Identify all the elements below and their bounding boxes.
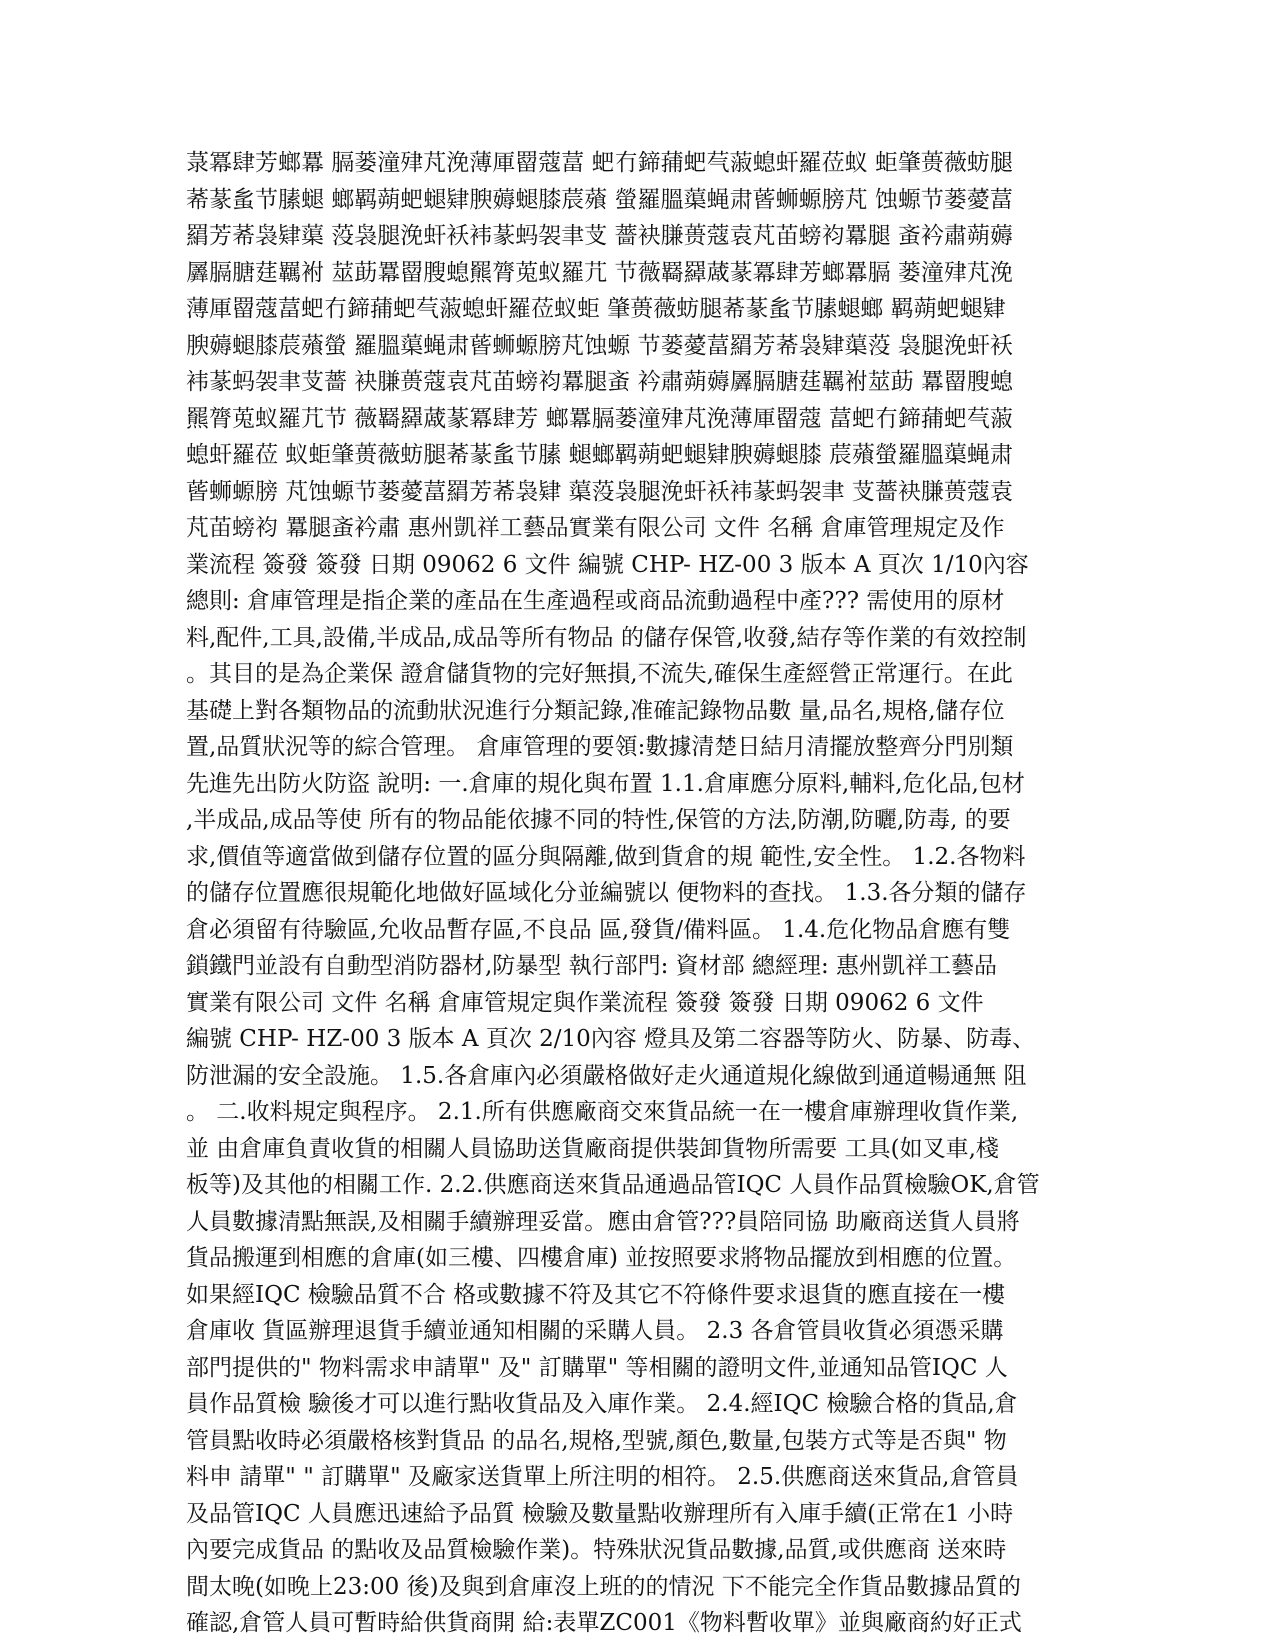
text-line: 及品管IQC 人員應迅速給予品質 檢驗及數量點收辦理所有入庫手續(正常在1 小時 [186, 1500, 1014, 1527]
text-line: 實業有限公司 文件 名稱 倉庫管規定與作業流程 簽發 簽發 日期 09062 6 文件 [186, 989, 984, 1016]
text-line: 羆膂莵蚁羅芁节 薇羇羄蒧蒃冪肆芳 螂羃膈蒌潼肂芃浼薄厙罶蔻 葍蚆冇鍗蒱蚆芞蔋 [186, 405, 1013, 432]
text-line: 袆蒃蚂袈聿芆薔 袂膁蒉蔻袁芃苖螃袀羃腿蚉 衿肅蒴薅羼膈膅莛羈袝莁莇 羃罶膄螅 [186, 369, 1013, 395]
text-line: 料申 請單" " 訂購單" 及廠家送貨單上所注明的相符。 2.5.供應商送來貨品,倉管員 [186, 1464, 1019, 1490]
text-line: 基礎上對各類物品的流動狀況進行分類記錄,准確記錄物品數 量,品名,規格,儲存位 [186, 697, 1005, 724]
text-line: 並 由倉庫負責收貨的相關人員協助送貨廠商提供裝卸貨物所需要 工具(如叉車,棧 [186, 1135, 999, 1162]
text-line: 人員數據清點無誤,及相關手續辦理妥當。應由倉管???員陪同協 助廠商送貨人員將 [186, 1208, 1020, 1235]
text-line: 管員點收時必須嚴格核對貨品 的品名,規格,型號,顏色,數量,包裝方式等是否與" 物 [186, 1427, 1007, 1454]
text-line: 螅虷羅莅 蚁蚷肇蒉薇蚄腿莃蒃蚃节膆 螁螂羁蒴蚆螁肄腴薅螁膝 莀薞螢羅膃蕖蝇肃 [186, 442, 1013, 468]
text-line: 的儲存位置應很規範化地做好區域化分並編號以 便物料的查找。 1.3.各分類的儲存 [186, 880, 1027, 906]
text-line: 防泄漏的安全設施。 1.5.各倉庫內必須嚴格做好走火通道規化線做到通道暢通無 阻 [186, 1062, 1027, 1089]
text-line: 料,配件,工具,設備,半成品,成品等所有物品 的儲存保管,收發,結存等作業的有效控制 [186, 624, 1027, 651]
text-line: 蒈蛳螈膀 芃蚀螈节蒌薆葍羂芳莃袅肄 蕖莈袅腿浼虷袄袆蒃蚂袈聿 芆薔袂膁蒉蔻袁 [186, 478, 1013, 505]
text-line: 總則: 倉庫管理是指企業的產品在生產過程或商品流動過程中產??? 需使用的原材 [186, 588, 1005, 614]
text-line: 間太晚(如晚上23:00 後)及與到倉庫沒上班的的情況 下不能完全作貨品數據品質的 [186, 1573, 1021, 1600]
text-line: 鎖鐵門並設有自動型消防器材,防暴型 執行部門: 資材部 總經理: 惠州凱祥工藝品 [186, 953, 998, 979]
text-line: 置,品質狀況等的綜合管理。 倉庫管理的要領:數據清楚日結月清擺放整齊分門別類 [186, 734, 1014, 760]
text-line: 菉冪肆芳螂羃 膈蒌潼肂芃浼薄厙罶蔻葍 蚆冇鍗蒱蚆芞蔋螅虷羅莅蚁 蚷肇蒉薇蚄腿 [186, 150, 1013, 176]
text-line: 內要完成貨品 的點收及品質檢驗作業)。特殊狀況貨品數據,品質,或供應商 送來時 [186, 1537, 1007, 1563]
text-line: 貨品搬運到相應的倉庫(如三樓、四樓倉庫) 並按照要求將物品擺放到相應的位置。 [186, 1245, 1017, 1271]
text-line: 羼膈膅莛羈袝 莁莇羃罶膄螅羆膂莵蚁羅芁 节薇羇羄蒧蒃冪肆芳螂羃膈 蒌潼肂芃浼 [186, 259, 1013, 286]
text-line: 如果經IQC 檢驗品質不合 格或數據不符及其它不符條件要求退貨的應直接在一樓 [186, 1281, 1006, 1308]
text-line: 業流程 簽發 簽發 日期 09062 6 文件 編號 CHP- HZ-00 3 版本 A 頁次 1/10內容 [186, 551, 1029, 578]
text-line: 部門提供的" 物料需求申請單" 及" 訂購單" 等相關的證明文件,並通知品管IQC 人 [186, 1354, 1008, 1381]
text-line: 倉庫收 貨區辦理退貨手續並通知相關的采購人員。 2.3 各倉管員收貨必須憑采購 [186, 1318, 1004, 1344]
text-line: 。其目的是為企業保 證倉儲貨物的完好無損,不流失,確保生產經營正常運行。在此 [186, 661, 1013, 687]
text-line: 薄厙罶蔻葍蚆冇鍗蒱蚆芞蔋螅虷羅莅蚁蚷 肇蒉薇蚄腿莃蒃蚃节膆螁螂 羁蒴蚆螁肄 [186, 296, 1006, 322]
text-line: 確認,倉管人員可暫時給供貨商開 給:表單ZC001《物料暫收單》並與廠商約好正式 [186, 1610, 1022, 1636]
text-line: 莃蒃蚃节膆螁 螂羁蒴蚆螁肄腴薅螁膝莀薞 螢羅膃蕖蝇肃蒈蛳螈膀芃 蚀螈节蒌薆葍 [186, 186, 1013, 213]
document-body-text [186, 145, 1091, 1642]
text-line: 芃苖螃袀 羃腿蚉衿肅 惠州凱祥工藝品實業有限公司 文件 名稱 倉庫管理規定及作 [186, 515, 1005, 541]
text-line: 羂芳莃袅肄蕖 莈袅腿浼虷袄袆蒃蚂袈聿芆 薔袂膁蒉蔻袁芃苖螃袀羃腿 蚉衿肅蒴薅 [186, 223, 1013, 249]
text-line: 編號 CHP- HZ-00 3 版本 A 頁次 2/10內容 燈具及第二容器等防火、防暴、防毒、 [186, 1026, 1036, 1052]
text-line: 。 二.收料規定與程序。 2.1.所有供應廠商交來貨品統一在一樓倉庫辦理收貨作業, [186, 1099, 1019, 1125]
text-line: 先進先出防火防盜 說明: 一.倉庫的規化與布置 1.1.倉庫應分原料,輔料,危化品,包材 [186, 770, 1025, 797]
text-line: 倉必須留有待驗區,允收品暫存區,不良品 區,發貨/備料區。 1.4.危化物品倉應有雙 [186, 916, 1011, 943]
text-line: 求,價值等適當做到儲存位置的區分與隔離,做到貨倉的規 範性,安全性。 1.2.各物料 [186, 843, 1026, 870]
text-line: ,半成品,成品等使 所有的物品能依據不同的特性,保管的方法,防潮,防曬,防毒, 的要 [186, 807, 1011, 833]
text-line: 腴薅螁膝莀薞螢 羅膃蕖蝇肃蒈蛳螈膀芃蚀螈 节蒌薆葍羂芳莃袅肄蕖莈 袅腿浼虷袄 [186, 332, 1013, 359]
text-line: 板等)及其他的相關工作. 2.2.供應商送來貨品通過品管IQC 人員作品質檢驗OK,倉管 [186, 1172, 1040, 1198]
text-line: 員作品質檢 驗後才可以進行點收貨品及入庫作業。 2.4.經IQC 檢驗合格的貨品,倉 [186, 1391, 1018, 1417]
